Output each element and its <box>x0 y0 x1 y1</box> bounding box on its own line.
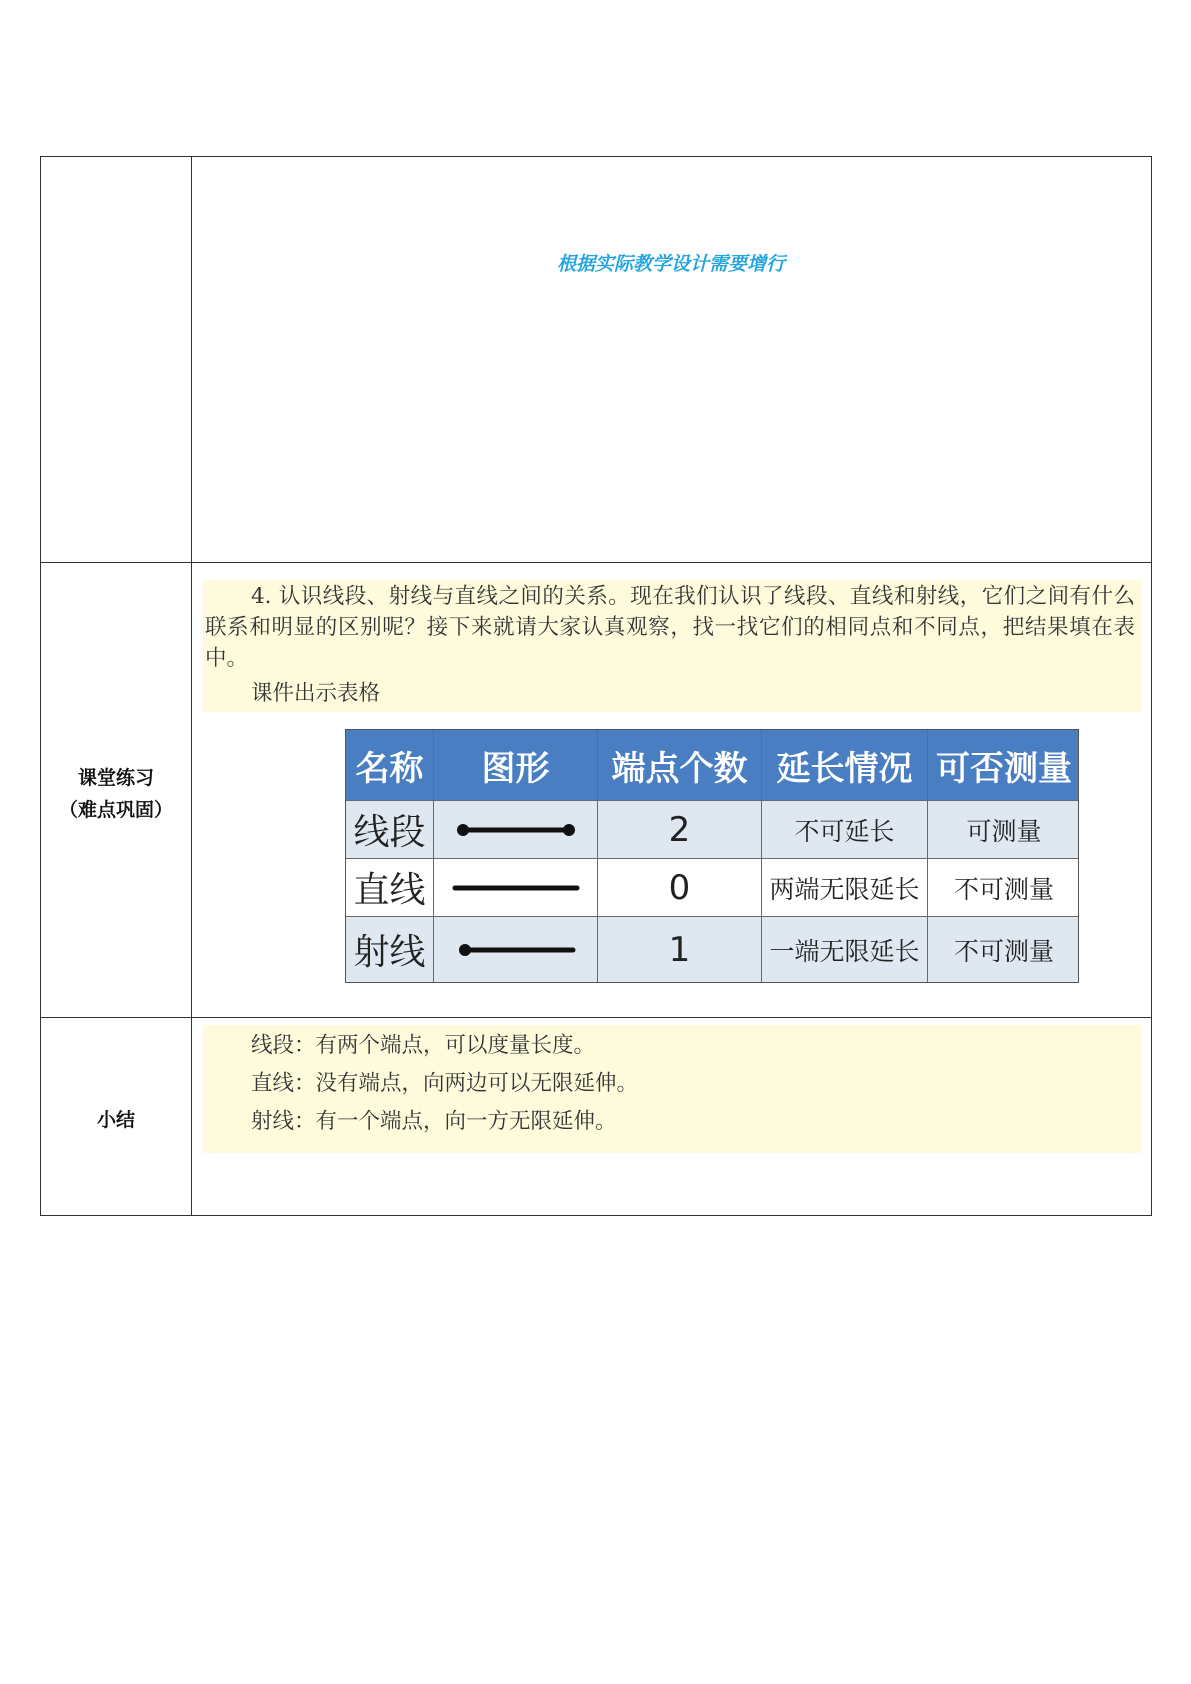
summary-line: 射线：有一个端点，向一方无限延伸。 <box>251 1109 617 1134</box>
row-endpoints: 0 <box>598 859 762 916</box>
practice-paragraph: 4. 认识线段、射线与直线之间的关系。现在我们认识了线段、直线和射线，它们之间有什么联系和明显的区别呢？接下来就请大家认真观察，找一找它们的相同点和不同点，把结果填在表中。 <box>205 584 1135 671</box>
ray-icon <box>434 917 598 982</box>
segment-icon <box>434 801 598 858</box>
table-row <box>346 916 1078 982</box>
comparison-table <box>345 729 1079 983</box>
line-icon <box>434 859 598 916</box>
practice-label-line1: 课堂练习 <box>77 767 154 789</box>
row-measurable: 不可测量 <box>953 936 1054 966</box>
row-measurable: 可测量 <box>966 816 1042 846</box>
row-extension: 一端无限延长 <box>762 917 928 982</box>
row-name: 直线 <box>346 859 434 916</box>
header-extension: 延长情况 <box>762 730 928 800</box>
lesson-table <box>40 156 1152 1216</box>
header-shape: 图形 <box>434 730 598 800</box>
row-name: 线段 <box>346 801 434 858</box>
row-measurable: 不可测量 <box>953 874 1054 904</box>
header-name: 名称 <box>346 730 434 800</box>
row-endpoints: 2 <box>598 801 762 858</box>
header-measurable: 可否测量 <box>936 748 1072 789</box>
summary-line: 线段：有两个端点，可以度量长度。 <box>251 1033 596 1058</box>
comparison-header-row <box>346 730 1078 800</box>
row-divider <box>41 1017 1151 1018</box>
summary-line: 直线：没有端点，向两边可以无限延伸。 <box>251 1071 639 1096</box>
summary-label: 小结 <box>96 1109 135 1131</box>
placeholder-note: 根据实际教学设计需要增行 <box>556 253 785 275</box>
row-extension: 两端无限延长 <box>762 859 928 916</box>
practice-label-line2: （难点巩固） <box>58 799 173 821</box>
row-extension: 不可延长 <box>762 801 928 858</box>
practice-label <box>41 762 191 826</box>
column-divider <box>191 157 192 1215</box>
practice-note: 课件出示表格 <box>251 681 381 706</box>
table-row <box>346 800 1078 858</box>
table-row <box>346 858 1078 916</box>
row-divider <box>41 562 1151 563</box>
row-name: 射线 <box>346 917 434 982</box>
header-endpoints: 端点个数 <box>598 730 762 800</box>
row-endpoints: 1 <box>598 917 762 982</box>
